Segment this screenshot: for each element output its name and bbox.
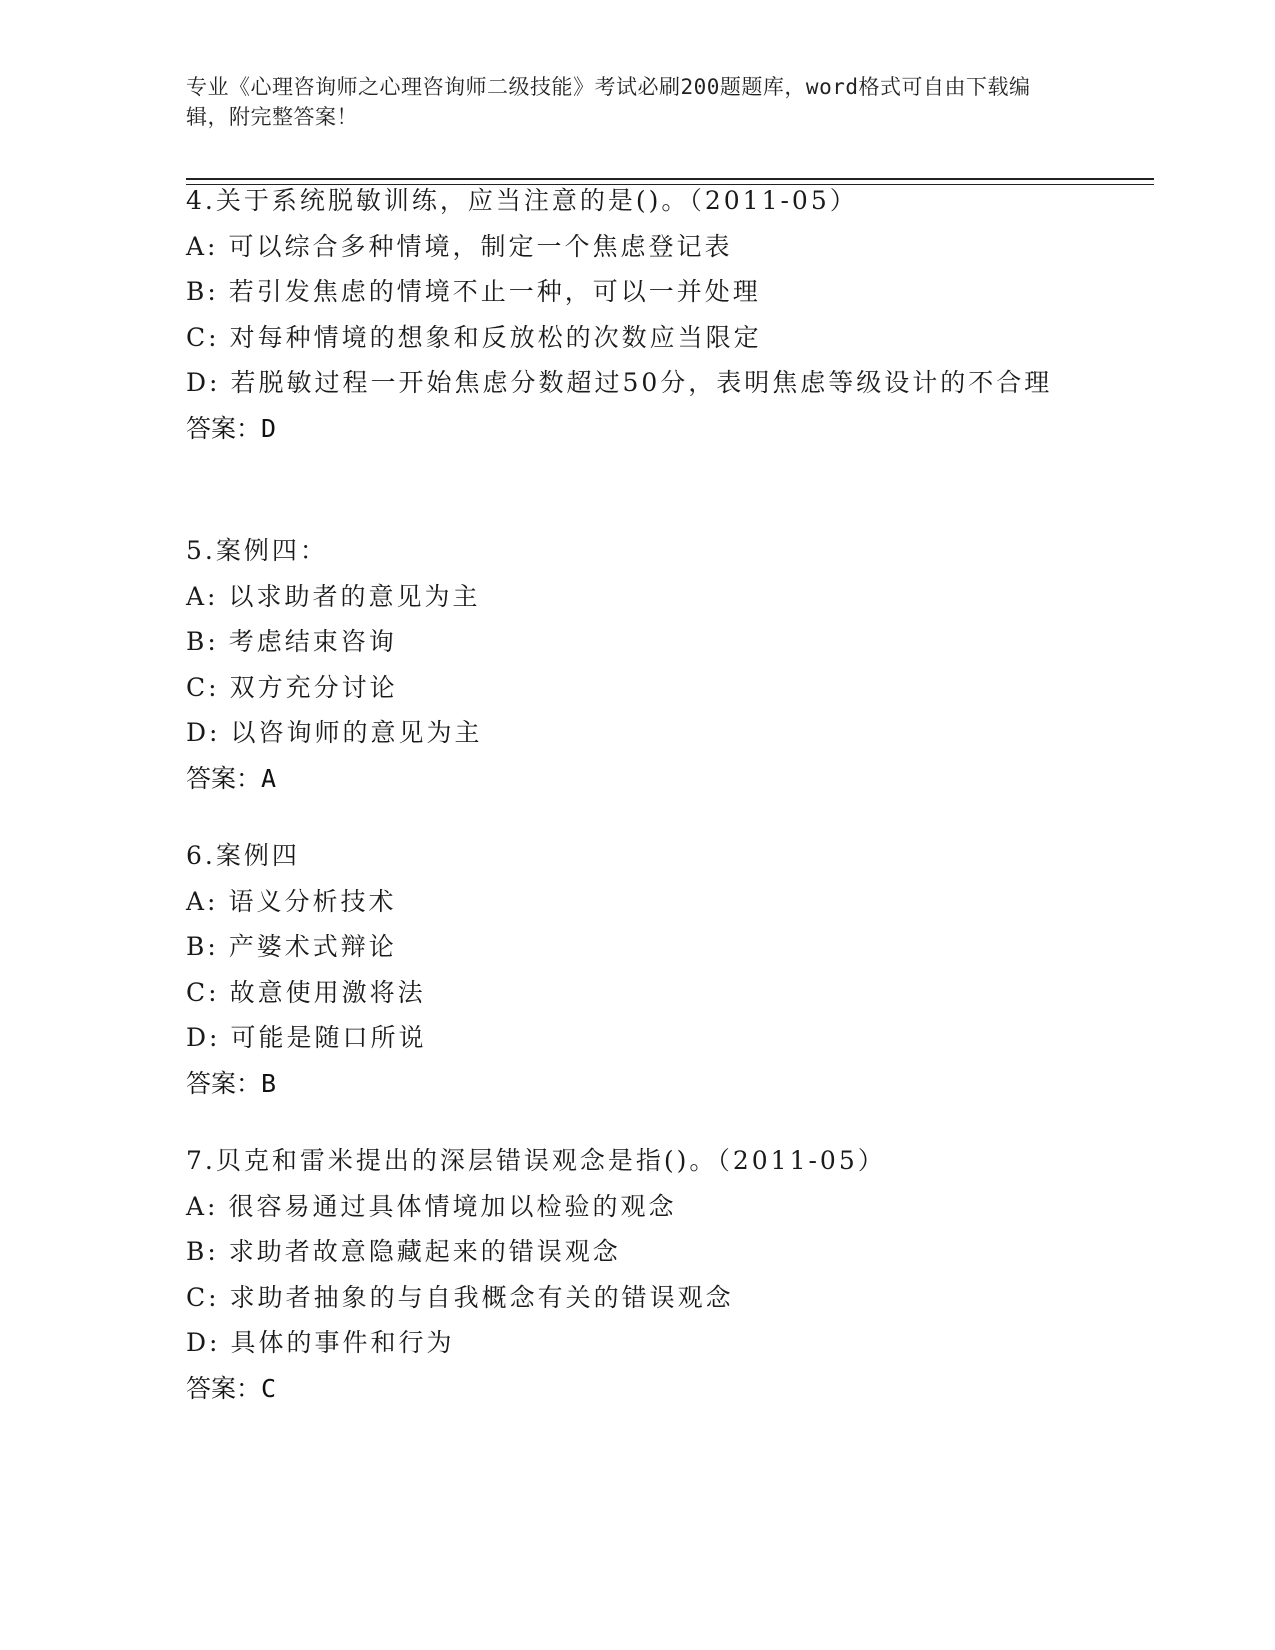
option-d [186,1320,1066,1366]
option-b [186,269,1066,315]
option-text: 可能是随口所说 [230,1023,427,1052]
option-key: A: [186,1191,219,1221]
option-key: C: [186,672,220,702]
option-a [186,224,1066,270]
option-key: A: [186,231,219,261]
question-7 [186,1138,1066,1411]
option-text: 以咨询师的意见为主 [230,718,483,747]
option-b [186,924,1066,970]
answer-label: 答案：B [186,1068,277,1098]
option-key: C: [186,322,220,352]
option-text: 以求助者的意见为主 [228,581,481,611]
question-4 [186,178,1066,451]
question-6 [186,833,1066,1106]
document-intro: 专业《心理咨询师之心理咨询师二级技能》考试必刷200题题库，word格式可自由下载编辑，附完整答案！ [186,75,1031,129]
option-text: 可以综合多种情境，制定一个焦虑登记表 [228,231,733,261]
question-stem: 4.关于系统脱敏训练，应当注意的是()。（2011-05） [186,186,858,215]
option-key: D: [186,1328,221,1357]
answer-label: 答案：D [186,413,277,443]
option-key: A: [186,886,219,916]
option-b [186,1229,1066,1275]
option-key: A: [186,581,219,611]
answer-label: 答案：A [186,763,277,793]
option-d [186,1015,1066,1061]
option-text: 故意使用激将法 [229,977,426,1007]
question-stem: 7.贝克和雷米提出的深层错误观念是指()。（2011-05） [186,1146,886,1175]
option-text: 对每种情境的想象和反放松的次数应当限定 [229,322,762,352]
option-text: 考虑结束咨询 [228,627,397,656]
question-5 [186,528,1066,801]
option-key: D: [186,368,221,397]
option-b [186,619,1066,665]
option-key: B: [186,932,219,961]
option-key: B: [186,1237,219,1266]
option-text: 具体的事件和行为 [230,1328,455,1357]
option-c [186,315,1066,361]
question-stem: 5.案例四： [186,536,328,565]
option-key: D: [186,1023,221,1052]
option-text: 语义分析技术 [228,886,397,916]
option-key: D: [186,718,221,747]
option-text: 双方充分讨论 [229,672,398,702]
option-c [186,1275,1066,1321]
option-key: B: [186,627,219,656]
option-a [186,574,1066,620]
option-key: B: [186,277,219,306]
option-a [186,1184,1066,1230]
option-text: 求助者故意隐藏起来的错误观念 [228,1237,621,1266]
option-text: 若脱敏过程一开始焦虑分数超过50分，表明焦虑等级设计的不合理 [230,368,1053,397]
option-key: C: [186,977,220,1007]
answer-label: 答案：C [186,1373,277,1403]
option-text: 若引发焦虑的情境不止一种，可以一并处理 [228,277,761,306]
option-c [186,970,1066,1016]
question-stem: 6.案例四 [186,841,300,870]
option-c [186,665,1066,711]
option-text: 很容易通过具体情境加以检验的观念 [228,1191,677,1221]
option-d [186,360,1066,406]
option-text: 求助者抽象的与自我概念有关的错误观念 [229,1282,734,1312]
option-a [186,879,1066,925]
option-d [186,710,1066,756]
option-key: C: [186,1282,220,1312]
option-text: 产婆术式辩论 [228,932,397,961]
